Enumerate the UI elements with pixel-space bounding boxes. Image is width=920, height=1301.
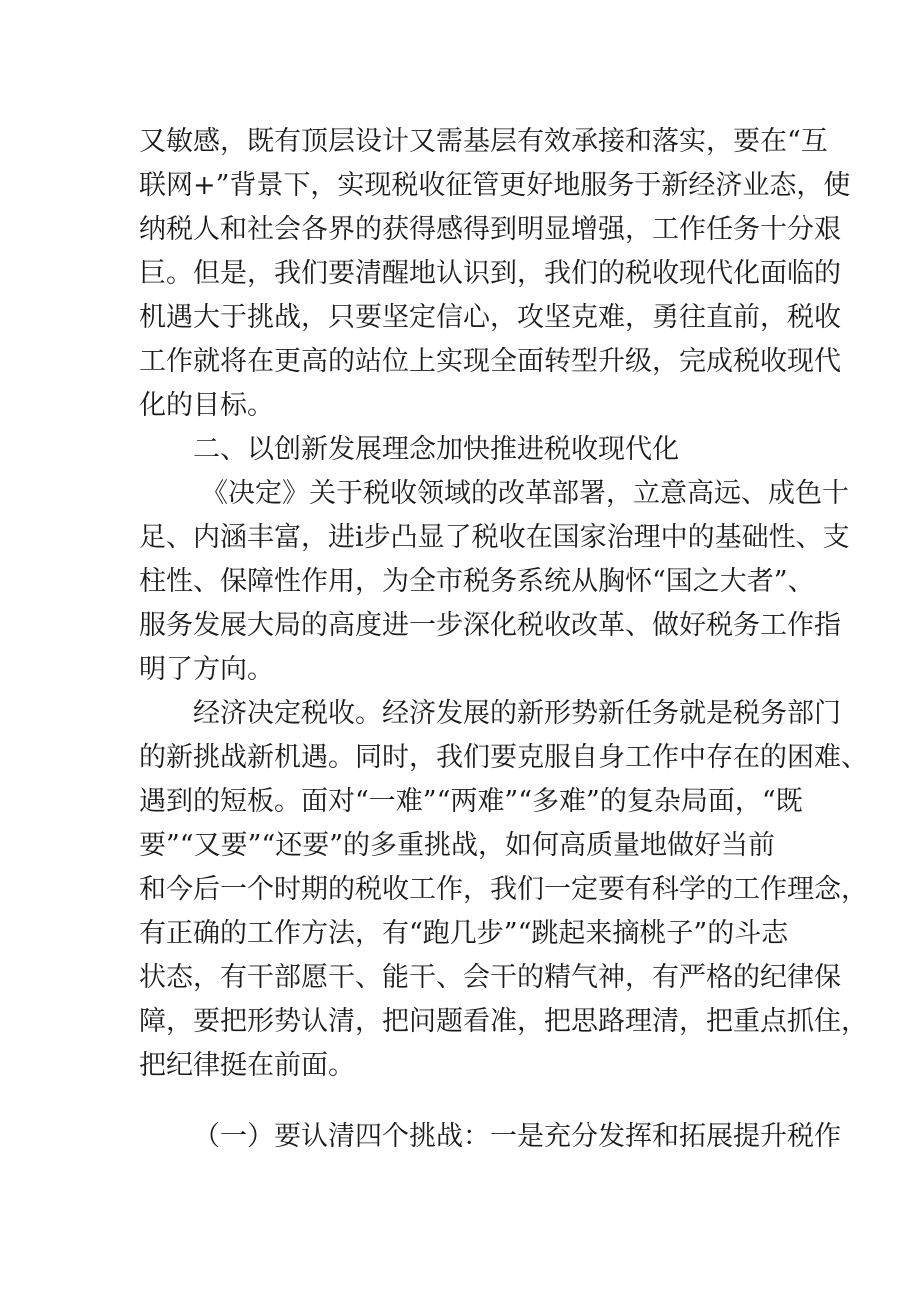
subsection-heading: （一）要认清四个挑战：一是充分发挥和拓展提升税作 xyxy=(193,1121,841,1152)
body-text-line: 的新挑战新机遇。同时，我们要克服自身工作中存在的困难、 xyxy=(139,742,868,773)
body-text-line: 障，要把形势认清，把问题看准，把思路理清，把重点抓住， xyxy=(139,1006,868,1037)
body-text-line: 明了方向。 xyxy=(139,654,274,685)
body-text-line: 工作就将在更高的站位上实现全面转型升级，完成税收现代 xyxy=(139,346,841,377)
body-text-line: 巨。但是，我们要清醒地认识到，我们的税收现代化面临的 xyxy=(139,258,841,289)
section-heading: 二、以创新发展理念加快推进税收现代化 xyxy=(193,434,679,465)
body-text-line: 服务发展大局的高度进一步深化税收改革、做好税务工作指 xyxy=(139,610,841,641)
body-text-line: 把纪律挺在前面。 xyxy=(139,1050,355,1081)
body-text-line: 联网+”背景下，实现税收征管更好地服务于新经济业态，使 xyxy=(139,170,851,201)
body-text-line: 有正确的工作方法，有“跑几步”“跳起来摘桃子”的斗志 xyxy=(139,918,789,949)
body-text-line: 状态，有干部愿干、能干、会干的精气神，有严格的纪律保 xyxy=(139,962,841,993)
body-text-line: 经济决定税收。经济发展的新形势新任务就是税务部门 xyxy=(193,698,841,729)
body-text-line: 遇到的短板。面对“一难”“两难”“多难”的复杂局面，“既 xyxy=(139,786,803,817)
body-text-line: 柱性、保障性作用，为全市税务系统从胸怀“国之大者”、 xyxy=(139,566,815,597)
body-text-line: 又敏感，既有顶层设计又需基层有效承接和落实，要在“互 xyxy=(139,126,828,157)
body-text-line: 纳税人和社会各界的获得感得到明显增强，工作任务十分艰 xyxy=(139,214,841,245)
body-text-line: 要”“又要”“还要”的多重挑战，如何高质量地做好当前 xyxy=(139,830,776,861)
body-text-line: 机遇大于挑战，只要坚定信心，攻坚克难，勇往直前，税收 xyxy=(139,302,841,333)
body-text-line: 和今后一个时期的税收工作，我们一定要有科学的工作理念， xyxy=(139,874,868,905)
body-text-line: 《决定》关于税收领域的改革部署，立意高远、成色十 xyxy=(201,478,849,509)
body-text-line: 足、内涵丰富，进i步凸显了税收在国家治理中的基础性、支 xyxy=(139,522,850,553)
body-text-line: 化的目标。 xyxy=(139,390,274,421)
